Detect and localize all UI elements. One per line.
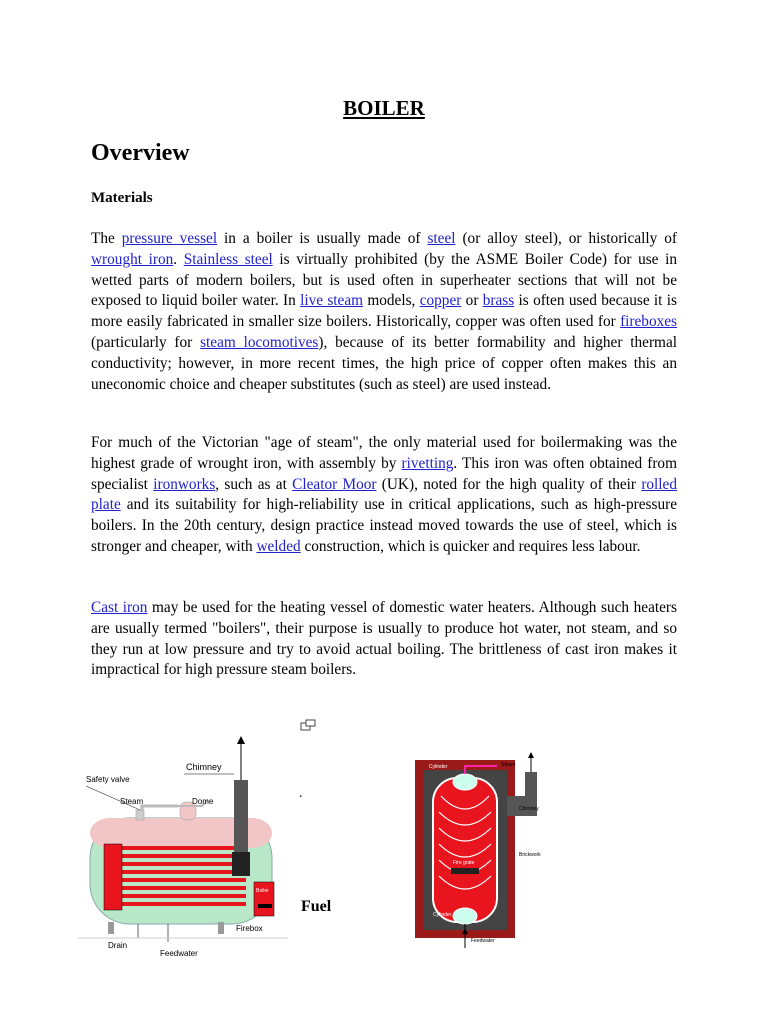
wiki-link[interactable]: welded [256,537,301,555]
label-steam: Steam [120,797,144,806]
paragraph-text: may be used for the heating vessel of domestic water heaters. Although such heaters are usually termed "boilers", their purpose is usually to produce hot water, not steam, and so they run at low pressure and try to avoid actual boiling. The brittleness of cast iron makes it impractical for high pressure steam boilers. [91,599,677,679]
wiki-link[interactable]: Cast iron [91,599,148,616]
fuel-label: Fuel [301,898,332,915]
label-fire-grate: Fire grate [453,860,475,866]
paragraph-text: . [173,250,184,268]
wiki-link[interactable]: steel [427,230,456,247]
paragraph-materials-3 [91,598,677,681]
paragraph-text: or [461,292,483,310]
wiki-link[interactable]: Cleator Moor [292,475,377,493]
label-feedwater: Feedwater [471,938,495,944]
vertical-boiler-diagram [405,752,565,962]
paragraph-text: is often used because it is more easily fabricated in smaller size boilers. Historically, copper was often used for [91,292,677,331]
paragraph-materials-1 [91,229,677,395]
wiki-link[interactable]: brass [482,292,515,310]
paragraph-text: The [91,230,122,247]
fire-tube-boiler-diagram [78,722,288,972]
wiki-link[interactable]: ironworks [153,475,216,493]
paragraph-text: in a boiler is usually made of [217,230,428,247]
paragraph-text: construction, which is quicker and requires less labour. [300,537,641,555]
label-drain: Drain [108,941,128,950]
expand-image-icon[interactable] [300,719,316,731]
label-feedwater: Feedwater [160,949,198,958]
wiki-link[interactable]: wrought iron [91,250,174,268]
wiki-link[interactable]: Stainless steel [183,250,273,268]
wiki-link[interactable]: steam locomotives [200,333,319,351]
label-boiler: Boiler [256,888,269,894]
wiki-link[interactable]: live steam [300,292,364,310]
wiki-link[interactable]: pressure vessel [121,230,218,247]
section-heading: Overview [91,140,190,166]
label-chimney: Chimney [519,806,539,812]
paragraph-text: ), because of its better formability and higher thermal conductivity; however, in more recent times, the high price of copper often makes this an uneconomic choice and cheaper substitutes (such as steel) are used instead. [91,333,677,393]
paragraph-text: (particularly for [91,333,201,351]
label-cylinder-top: Cylinder [429,764,448,770]
paragraph-text: , such as at [215,475,293,493]
stray-dot: . [299,786,303,801]
paragraph-text: is virtually prohibited (by the ASME Boiler Code) for use in wetted parts of modern boilers, but is used often in superheater sections that will not be exposed to liquid boiler water. In [91,250,677,310]
wiki-link[interactable]: fireboxes [620,313,677,331]
paragraph-text: (or alloy steel), or historically of [455,230,677,247]
label-brickwork: Brickwork [519,852,541,858]
label-firebox: Firebox [236,924,263,933]
wiki-link[interactable]: copper [419,292,462,310]
label-chimney: Chimney [186,762,222,772]
wiki-link[interactable]: rolled plate [91,475,677,514]
paragraph-materials-2 [91,433,677,558]
paragraph-text: . This iron was often obtained from specialist [91,454,677,493]
paragraph-text: (UK), noted for the high quality of their [376,475,642,493]
paragraph-text: For much of the Victorian "age of steam", the only material used for boilermaking was the highest grade of wrought iron, with assembly by [91,434,677,472]
label-steam: Steam [501,762,516,768]
label-cylinder-bottom: Cylinder [433,912,452,918]
wiki-link[interactable]: rivetting [401,454,454,472]
subsection-heading: Materials [91,190,153,206]
label-dome: Dome [192,797,214,806]
paragraph-text: and its suitability for high-reliability use in critical applications, such as high-pressure boilers. In the 20th century, design practice instead moved towards the use of steel, which is stronger and cheaper, with [91,496,677,555]
page-title: BOILER [343,96,425,120]
paragraph-text: models, [363,292,420,310]
label-safety-valve: Safety valve [86,775,130,784]
